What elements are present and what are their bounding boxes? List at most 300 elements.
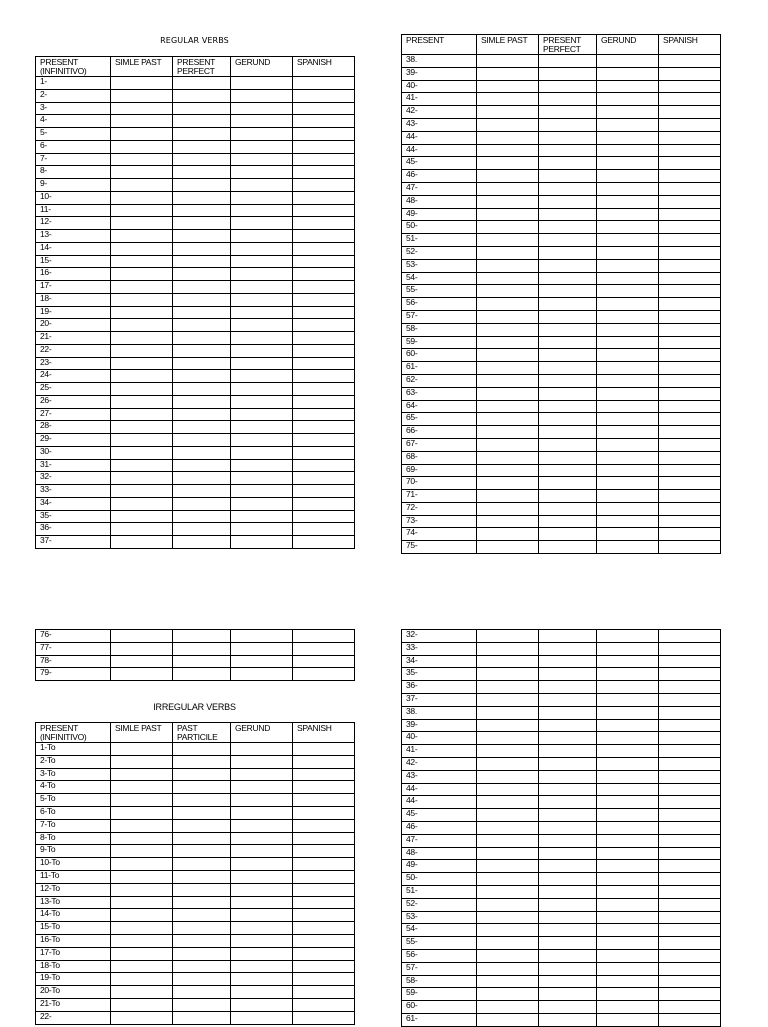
blank-cell <box>293 408 355 421</box>
regular-verbs-table-end <box>35 629 355 681</box>
row-number: 9- <box>36 179 111 192</box>
blank-cell <box>597 911 659 924</box>
blank-cell <box>659 413 721 426</box>
blank-cell <box>231 973 293 986</box>
row-number: 50- <box>402 221 477 234</box>
table-row <box>402 834 721 847</box>
blank-cell <box>477 336 539 349</box>
blank-cell <box>231 998 293 1011</box>
blank-cell <box>293 755 355 768</box>
row-number: 37- <box>36 536 111 549</box>
blank-cell <box>477 67 539 80</box>
blank-cell <box>597 93 659 106</box>
blank-cell <box>659 541 721 554</box>
blank-cell <box>659 67 721 80</box>
blank-cell <box>477 310 539 323</box>
row-number: 25- <box>36 383 111 396</box>
blank-cell <box>293 357 355 370</box>
table-row <box>36 115 355 128</box>
blank-cell <box>231 485 293 498</box>
table-row <box>36 896 355 909</box>
row-number: 75- <box>402 541 477 554</box>
blank-cell <box>173 947 231 960</box>
blank-cell <box>539 362 597 375</box>
blank-cell <box>293 242 355 255</box>
row-number: 31- <box>36 459 111 472</box>
blank-cell <box>477 681 539 694</box>
blank-cell <box>597 298 659 311</box>
blank-cell <box>231 934 293 947</box>
column-header: PRESENT (INFINITIVO) <box>36 57 111 77</box>
row-number: 14- <box>36 242 111 255</box>
blank-cell <box>173 655 231 668</box>
table-row <box>36 395 355 408</box>
blank-cell <box>539 655 597 668</box>
blank-cell <box>597 885 659 898</box>
blank-cell <box>231 870 293 883</box>
row-number: 8-To <box>36 832 111 845</box>
table-row <box>402 246 721 259</box>
table-row <box>402 668 721 681</box>
blank-cell <box>477 885 539 898</box>
blank-cell <box>111 819 173 832</box>
blank-cell <box>173 179 231 192</box>
regular-verbs-table <box>35 56 355 549</box>
blank-cell <box>477 528 539 541</box>
blank-cell <box>111 960 173 973</box>
blank-cell <box>293 806 355 819</box>
blank-cell <box>173 832 231 845</box>
blank-cell <box>597 413 659 426</box>
table-row <box>402 847 721 860</box>
row-number: 61- <box>402 362 477 375</box>
blank-cell <box>111 204 173 217</box>
blank-cell <box>659 285 721 298</box>
row-number: 33- <box>36 485 111 498</box>
table-row <box>36 497 355 510</box>
blank-cell <box>231 510 293 523</box>
blank-cell <box>539 630 597 643</box>
blank-cell <box>659 310 721 323</box>
blank-cell <box>111 934 173 947</box>
table-row <box>402 336 721 349</box>
blank-cell <box>111 191 173 204</box>
blank-cell <box>539 693 597 706</box>
blank-cell <box>293 128 355 141</box>
blank-cell <box>659 1001 721 1014</box>
blank-cell <box>597 67 659 80</box>
table-row <box>36 153 355 166</box>
table-row <box>402 387 721 400</box>
blank-cell <box>293 89 355 102</box>
blank-cell <box>477 285 539 298</box>
blank-cell <box>659 719 721 732</box>
blank-cell <box>111 858 173 871</box>
blank-cell <box>231 408 293 421</box>
table-row <box>402 693 721 706</box>
blank-cell <box>597 642 659 655</box>
row-number: 1-To <box>36 743 111 756</box>
blank-cell <box>539 374 597 387</box>
blank-cell <box>173 268 231 281</box>
blank-cell <box>111 845 173 858</box>
row-number: 78- <box>36 655 111 668</box>
row-number: 7- <box>36 153 111 166</box>
blank-cell <box>231 395 293 408</box>
blank-cell <box>293 446 355 459</box>
blank-cell <box>293 166 355 179</box>
blank-cell <box>111 319 173 332</box>
blank-cell <box>539 106 597 119</box>
blank-cell <box>231 794 293 807</box>
row-number: 71- <box>402 490 477 503</box>
blank-cell <box>477 502 539 515</box>
table-row <box>402 477 721 490</box>
table-row <box>36 909 355 922</box>
row-number: 14-To <box>36 909 111 922</box>
row-number: 19-To <box>36 973 111 986</box>
blank-cell <box>173 140 231 153</box>
blank-cell <box>111 523 173 536</box>
blank-cell <box>293 281 355 294</box>
blank-cell <box>111 217 173 230</box>
table-row <box>36 858 355 871</box>
blank-cell <box>173 1011 231 1024</box>
blank-cell <box>477 131 539 144</box>
blank-cell <box>293 523 355 536</box>
table-row <box>36 485 355 498</box>
table-row <box>36 191 355 204</box>
blank-cell <box>597 451 659 464</box>
blank-cell <box>597 106 659 119</box>
blank-cell <box>293 642 355 655</box>
row-number: 72- <box>402 502 477 515</box>
table-row <box>402 821 721 834</box>
row-number: 61- <box>402 1013 477 1026</box>
blank-cell <box>173 217 231 230</box>
table-row <box>402 719 721 732</box>
blank-cell <box>293 497 355 510</box>
blank-cell <box>111 642 173 655</box>
blank-cell <box>293 896 355 909</box>
row-number: 79- <box>36 668 111 681</box>
blank-cell <box>111 370 173 383</box>
table-row <box>36 230 355 243</box>
blank-cell <box>659 885 721 898</box>
row-number: 49- <box>402 860 477 873</box>
blank-cell <box>293 140 355 153</box>
row-number: 22- <box>36 344 111 357</box>
blank-cell <box>597 770 659 783</box>
table-row <box>36 332 355 345</box>
blank-cell <box>173 510 231 523</box>
table-row <box>402 975 721 988</box>
blank-cell <box>539 349 597 362</box>
blank-cell <box>293 395 355 408</box>
row-number: 23- <box>36 357 111 370</box>
blank-cell <box>477 234 539 247</box>
table-row <box>402 400 721 413</box>
blank-cell <box>539 502 597 515</box>
blank-cell <box>477 246 539 259</box>
blank-cell <box>659 821 721 834</box>
header-row <box>402 35 721 55</box>
blank-cell <box>173 755 231 768</box>
row-number: 13- <box>36 230 111 243</box>
row-number: 2-To <box>36 755 111 768</box>
blank-cell <box>111 630 173 643</box>
blank-cell <box>597 464 659 477</box>
blank-cell <box>539 860 597 873</box>
blank-cell <box>111 408 173 421</box>
table-row <box>402 182 721 195</box>
blank-cell <box>477 413 539 426</box>
blank-cell <box>111 332 173 345</box>
table-row <box>36 242 355 255</box>
table-row <box>402 208 721 221</box>
row-number: 12-To <box>36 883 111 896</box>
blank-cell <box>173 344 231 357</box>
blank-cell <box>293 870 355 883</box>
blank-cell <box>293 217 355 230</box>
irregular-verbs-table <box>35 722 355 1025</box>
table-row <box>36 794 355 807</box>
blank-cell <box>597 182 659 195</box>
blank-cell <box>231 523 293 536</box>
blank-cell <box>477 464 539 477</box>
blank-cell <box>293 973 355 986</box>
table-row <box>36 140 355 153</box>
column-header: SIMLE PAST <box>477 35 539 55</box>
blank-cell <box>597 757 659 770</box>
blank-cell <box>111 293 173 306</box>
table-row <box>36 947 355 960</box>
table-row <box>36 934 355 947</box>
table-row <box>402 988 721 1001</box>
row-number: 54- <box>402 272 477 285</box>
table-row <box>36 536 355 549</box>
table-row <box>402 349 721 362</box>
table-row <box>402 860 721 873</box>
blank-cell <box>659 898 721 911</box>
table-row <box>36 446 355 459</box>
row-number: 53- <box>402 911 477 924</box>
blank-cell <box>111 166 173 179</box>
blank-cell <box>659 55 721 68</box>
blank-cell <box>111 242 173 255</box>
blank-cell <box>293 819 355 832</box>
blank-cell <box>597 630 659 643</box>
table-row <box>36 204 355 217</box>
column-header: PRESENT PERFECT <box>173 57 231 77</box>
blank-cell <box>293 781 355 794</box>
blank-cell <box>477 962 539 975</box>
row-number: 15- <box>36 255 111 268</box>
row-number: 17- <box>36 281 111 294</box>
blank-cell <box>659 93 721 106</box>
blank-cell <box>231 960 293 973</box>
row-number: 58- <box>402 975 477 988</box>
table-row <box>402 962 721 975</box>
blank-cell <box>477 911 539 924</box>
blank-cell <box>659 362 721 375</box>
blank-cell <box>659 783 721 796</box>
blank-cell <box>597 490 659 503</box>
blank-cell <box>173 255 231 268</box>
blank-cell <box>293 998 355 1011</box>
blank-cell <box>111 153 173 166</box>
blank-cell <box>173 395 231 408</box>
blank-cell <box>173 845 231 858</box>
blank-cell <box>597 924 659 937</box>
blank-cell <box>539 170 597 183</box>
table-row <box>36 459 355 472</box>
table-row <box>402 937 721 950</box>
blank-cell <box>597 847 659 860</box>
blank-cell <box>597 1013 659 1026</box>
table-row <box>402 809 721 822</box>
blank-cell <box>477 93 539 106</box>
blank-cell <box>539 937 597 950</box>
blank-cell <box>293 306 355 319</box>
blank-cell <box>539 885 597 898</box>
blank-cell <box>539 949 597 962</box>
blank-cell <box>111 421 173 434</box>
blank-cell <box>597 655 659 668</box>
blank-cell <box>477 400 539 413</box>
blank-cell <box>539 426 597 439</box>
blank-cell <box>231 655 293 668</box>
blank-cell <box>659 490 721 503</box>
row-number: 3-To <box>36 768 111 781</box>
blank-cell <box>659 515 721 528</box>
blank-cell <box>659 681 721 694</box>
blank-cell <box>111 806 173 819</box>
blank-cell <box>173 870 231 883</box>
table-row <box>402 195 721 208</box>
blank-cell <box>173 909 231 922</box>
blank-cell <box>659 323 721 336</box>
table-row <box>36 832 355 845</box>
blank-cell <box>173 922 231 935</box>
row-number: 38. <box>402 55 477 68</box>
row-number: 60- <box>402 1001 477 1014</box>
blank-cell <box>539 541 597 554</box>
blank-cell <box>597 80 659 93</box>
row-number: 1- <box>36 77 111 90</box>
blank-cell <box>659 451 721 464</box>
blank-cell <box>597 118 659 131</box>
blank-cell <box>293 230 355 243</box>
blank-cell <box>477 55 539 68</box>
blank-cell <box>293 102 355 115</box>
blank-cell <box>231 204 293 217</box>
blank-cell <box>111 115 173 128</box>
blank-cell <box>111 832 173 845</box>
column-header: GERUND <box>231 723 293 743</box>
row-number: 44- <box>402 783 477 796</box>
blank-cell <box>477 106 539 119</box>
blank-cell <box>293 768 355 781</box>
blank-cell <box>231 755 293 768</box>
table-row <box>402 323 721 336</box>
blank-cell <box>659 911 721 924</box>
blank-cell <box>293 472 355 485</box>
table-row <box>36 870 355 883</box>
row-number: 52- <box>402 246 477 259</box>
blank-cell <box>659 770 721 783</box>
table-row <box>402 924 721 937</box>
blank-cell <box>477 796 539 809</box>
blank-cell <box>231 255 293 268</box>
blank-cell <box>659 502 721 515</box>
blank-cell <box>659 834 721 847</box>
column-header: GERUND <box>597 35 659 55</box>
row-number: 12- <box>36 217 111 230</box>
blank-cell <box>111 794 173 807</box>
row-number: 35- <box>402 668 477 681</box>
blank-cell <box>111 89 173 102</box>
blank-cell <box>477 157 539 170</box>
blank-cell <box>477 272 539 285</box>
blank-cell <box>597 860 659 873</box>
blank-cell <box>477 745 539 758</box>
blank-cell <box>659 221 721 234</box>
blank-cell <box>231 268 293 281</box>
blank-cell <box>111 128 173 141</box>
blank-cell <box>173 883 231 896</box>
blank-cell <box>539 323 597 336</box>
blank-cell <box>293 434 355 447</box>
blank-cell <box>477 757 539 770</box>
table-row <box>402 374 721 387</box>
blank-cell <box>477 988 539 1001</box>
blank-cell <box>597 975 659 988</box>
table-row <box>402 732 721 745</box>
table-row <box>36 845 355 858</box>
table-row <box>36 642 355 655</box>
blank-cell <box>539 93 597 106</box>
blank-cell <box>597 477 659 490</box>
blank-cell <box>231 781 293 794</box>
blank-cell <box>597 821 659 834</box>
row-number: 20- <box>36 319 111 332</box>
table-row <box>402 298 721 311</box>
blank-cell <box>477 898 539 911</box>
table-row <box>402 681 721 694</box>
row-number: 8- <box>36 166 111 179</box>
row-number: 37- <box>402 693 477 706</box>
table-row <box>402 234 721 247</box>
blank-cell <box>539 67 597 80</box>
blank-cell <box>231 179 293 192</box>
blank-cell <box>111 102 173 115</box>
row-number: 11-To <box>36 870 111 883</box>
blank-cell <box>231 77 293 90</box>
table-row <box>36 806 355 819</box>
blank-cell <box>597 400 659 413</box>
column-header: PRESENT (INFINITIVO) <box>36 723 111 743</box>
blank-cell <box>173 281 231 294</box>
blank-cell <box>231 421 293 434</box>
table-row <box>402 745 721 758</box>
table-row <box>36 166 355 179</box>
blank-cell <box>111 922 173 935</box>
row-number: 48- <box>402 195 477 208</box>
column-header: PRESENT <box>402 35 477 55</box>
blank-cell <box>111 77 173 90</box>
table-row <box>402 310 721 323</box>
